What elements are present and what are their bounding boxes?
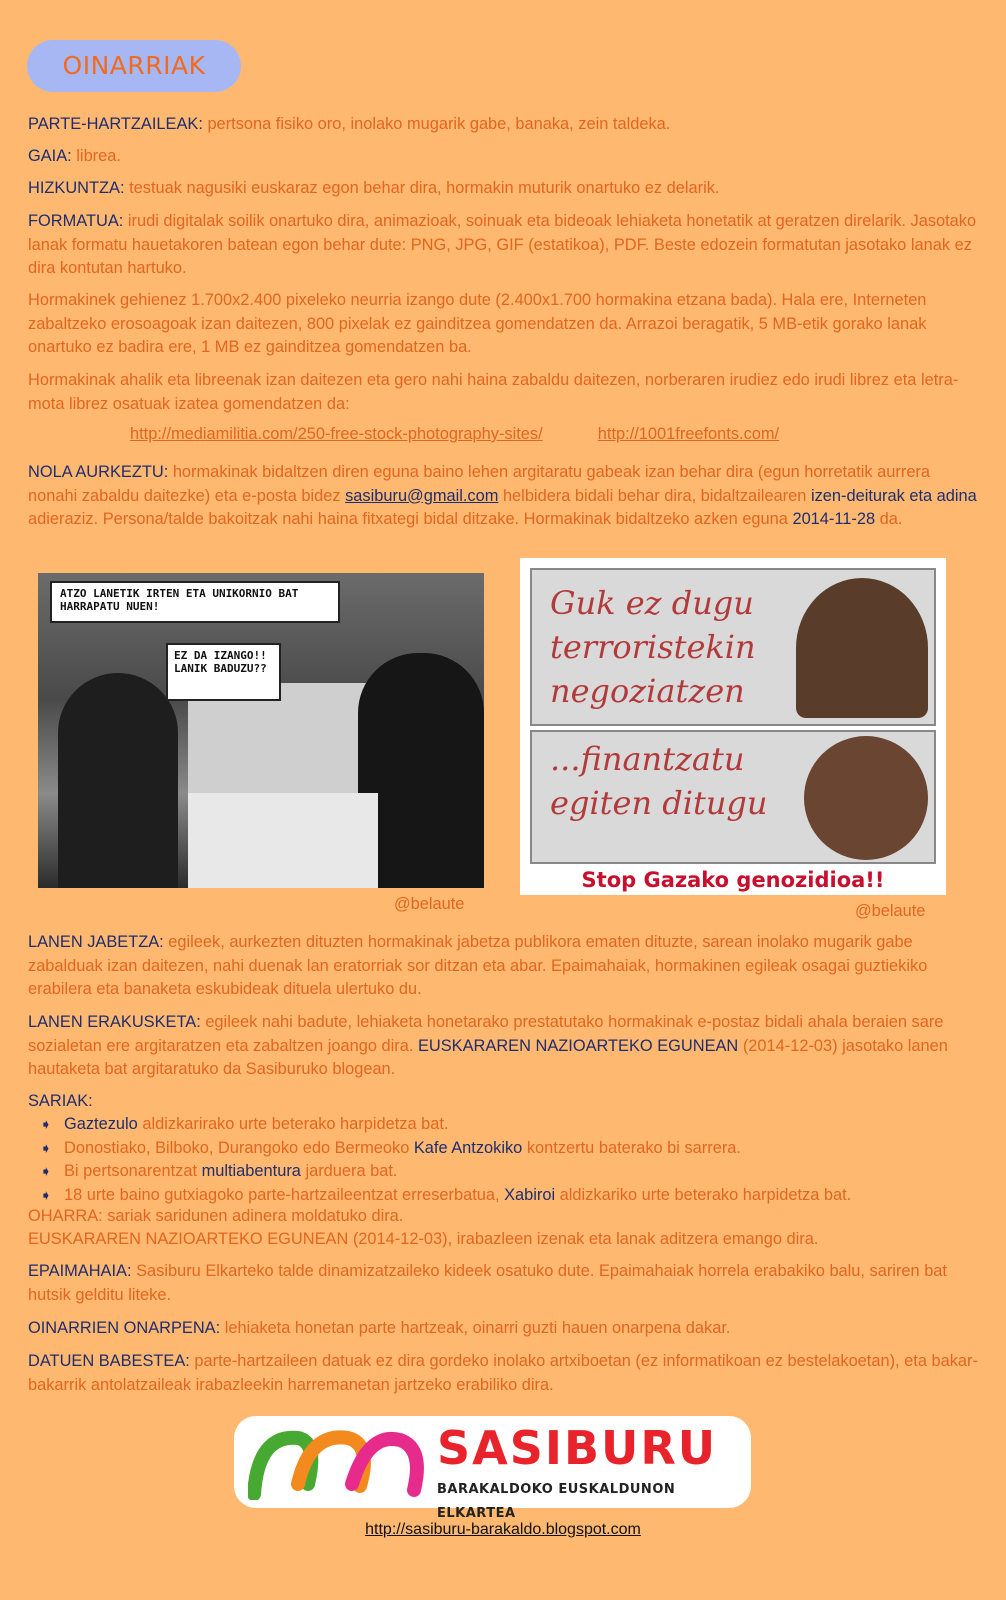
arrow-bullet-icon: ➧ — [40, 1186, 52, 1203]
section-librez: Hormakinak ahalik eta libreenak izan daitezen eta gero nahi haina zabaldu daitezen, norberaren irudiez edo irudi librez eta letra-mota librez osatuak izatea gomendatzen da: — [28, 371, 959, 413]
portrait-shape — [804, 736, 928, 860]
section-text: egileek nahi badute, lehiaketa honetarako prestatutako hormakinak e-postaz bidali ahala beraien sare sozialetan ere argitaratzen eta zabaltzen joango dira. — [28, 1013, 944, 1055]
section-key: SARIAK: — [28, 1092, 93, 1110]
prize-text: aldizkariko urte beterako harpidetza bat. — [555, 1185, 852, 1204]
poster-line-3: negoziatzen — [550, 672, 745, 710]
poster-line-5: egiten ditugu — [550, 784, 768, 822]
speech-bubble-1: ATZO LANETIK IRTEN ETA UNIKORNIO BAT HARRAPATU NUEN! — [50, 581, 340, 623]
section-text: adieraziz. Persona/talde bakoitzak nahi haina fitxategi bidal ditzake. Hormakinak bidaltzeko azken eguna — [28, 510, 793, 528]
list-item — [40, 1113, 851, 1137]
section-text: Sasiburu Elkarteko talde dinamizatzaileko kideek osatuko dute. Epaimahaiak horrela erabakiko balu, sariren bat hutsik gelditu liteke. — [28, 1262, 947, 1304]
footer — [0, 1518, 1006, 1542]
section-erakusketa — [28, 1011, 978, 1082]
prize-highlight: Xabiroi — [504, 1185, 556, 1204]
list-item — [40, 1160, 851, 1184]
prizes-note: OHARRA: sariak saridunen adinera moldatuko dira. — [28, 1207, 404, 1225]
section-sariak-key — [28, 1090, 978, 1114]
logo-name: SASIBURU — [437, 1421, 718, 1475]
section-jabetza — [28, 931, 978, 1002]
section-text: lehiaketa honetan parte hartzeak, oinarri guzti hauen onarpena dakar. — [220, 1319, 731, 1337]
free-fonts-link[interactable]: http://1001freefonts.com/ — [597, 425, 780, 443]
arrow-bullet-icon: ➧ — [40, 1139, 52, 1156]
logo-arcs-icon — [248, 1424, 428, 1500]
prize-highlight: multiabentura — [201, 1162, 301, 1180]
poster-credit: @belaute — [855, 902, 926, 920]
prizes-announcement: EUSKARAREN NAZIOARTEKO EGUNEAN (2014-12-03), irabazleen izenak eta lanak aditzera emango dira. — [28, 1230, 819, 1248]
links-row — [130, 423, 779, 447]
title-pill — [27, 40, 241, 92]
section-highlight: izen-deiturak eta adina — [810, 486, 977, 505]
arrow-bullet-icon: ➧ — [40, 1163, 52, 1179]
section-text: testuak nagusiki euskaraz egon behar dira, hormakin muturik onartuko ez delarik. — [124, 179, 720, 197]
poster-line-2: terroristekin — [550, 628, 756, 666]
section-key: GAIA: — [28, 147, 72, 165]
section-key: PARTE-HARTZAILEAK: — [28, 115, 203, 133]
prize-text: aldizkarirako urte beterako harpidetza bat. — [137, 1115, 449, 1133]
list-item — [40, 1137, 851, 1161]
list-item — [40, 1184, 851, 1208]
poster-line-1: Guk ez dugu — [550, 584, 754, 622]
section-formatua — [28, 210, 978, 281]
blog-link[interactable]: http://sasiburu-barakaldo.blogspot.com — [365, 1521, 641, 1538]
section-key: FORMATUA: — [28, 212, 124, 230]
section-highlight: EUSKARAREN NAZIOARTEKO EGUNEAN — [417, 1036, 739, 1055]
section-key: DATUEN BABESTEA: — [28, 1352, 190, 1370]
section-onarpena — [28, 1317, 978, 1341]
poster-image — [520, 558, 946, 895]
poster-bottom-panel — [530, 730, 936, 864]
section-text: hormakinak bidaltzen diren eguna baino lehen argitaratu gabeak izan behar dira (egun horretatik aurrera nonahi zabaldu daitezke) eta e-posta bidez — [28, 463, 931, 505]
email-link[interactable]: sasiburu@gmail.com — [345, 486, 499, 505]
section-text: parte-hartzaileen datuak ez dira gordeko inolako artxiboetan (ez informatikoan ez bestelakoetan), eta bakar-bakarrik antolatzaileak irabazleekin harremanetan jartzeko erabiliko dira. — [28, 1352, 978, 1394]
section-key: EPAIMAHAIA: — [28, 1262, 132, 1280]
section-text: helbidera bidali behar dira, bidaltzailearen — [498, 486, 811, 505]
prize-text: Donostiako, Bilboko, Durangoko edo Bermeoko — [64, 1138, 414, 1157]
comic-image — [38, 573, 484, 888]
poster-stop-text: Stop Gazako genozidioa!! — [581, 868, 885, 892]
section-key: LANEN ERAKUSKETA: — [28, 1013, 201, 1031]
section-text: (2014-12-03) jasotako lanen hautaketa bat argitaratuko da Sasiburuko blogean. — [28, 1036, 948, 1078]
poster-line-4: ...finantzatu — [550, 740, 745, 778]
poster-top-panel — [530, 568, 936, 726]
section-key: NOLA AURKEZTU: — [28, 463, 169, 481]
section-datuen — [28, 1350, 978, 1397]
prize-highlight: Kafe Antzokiko — [413, 1138, 523, 1157]
stock-photo-link[interactable]: http://mediamilitia.com/250-free-stock-photography-sites/ — [130, 425, 543, 443]
section-text: egileek, aurkezten dituzten hormakinak jabetza publikora ematen dituzte, sarean inolako mugarik gabe zabalduak izan daitezen, nahi duenak lan eratorriak sor ditzan eta abar. Epaimahaiak, hormakinen egileak osagai guztiekiko erabilera eta banaketa eskubideak dituela ulertuko du. — [28, 933, 928, 998]
window-shape — [188, 683, 368, 803]
section-hizkuntza — [28, 177, 978, 201]
section-key: OINARRIEN ONARPENA: — [28, 1319, 221, 1337]
prize-text: 18 urte baino gutxiagoko parte-hartzaileentzat erreserbatua, — [64, 1185, 505, 1204]
table-shape — [188, 793, 378, 888]
logo-subtitle: BARAKALDOKO EUSKALDUNON ELKARTEA — [437, 1482, 676, 1521]
section-text: da. — [875, 510, 903, 528]
prizes-list — [40, 1113, 851, 1207]
arrow-bullet-icon: ➧ — [40, 1116, 52, 1132]
section-epaimahaia — [28, 1260, 978, 1307]
comic-credit: @belaute — [394, 895, 465, 913]
section-parte — [28, 113, 978, 137]
section-text: irudi digitalak soilik onartuko dira, animazioak, soinuak eta bideoak lehiaketa honetatik at geratzen direlarik. Jasotako lanak formatu hauetakoren batean egon behar dute: PNG, JPG, GIF (estatikoa), PDF. Beste edozein formatutan jasotako lanak ez dira kontutan hartuko. — [28, 212, 977, 277]
prize-text: jarduera bat. — [300, 1162, 398, 1180]
section-key: HIZKUNTZA: — [28, 179, 125, 197]
speech-bubble-2: EZ DA IZANGO!! LANIK BADUZU?? — [166, 643, 281, 701]
prize-highlight: Gaztezulo — [64, 1115, 138, 1133]
prize-text: kontzertu baterako bi sarrera. — [522, 1138, 741, 1157]
section-gaia — [28, 145, 978, 169]
section-neurria: Hormakinek gehienez 1.700x2.400 pixeleko neurria izango dute (2.400x1.700 hormakina etzana bada). Hala ere, Interneten zabaltzeko erosoagoak izan daitezen, 800 pixelak ez gainditzea gomendatzen da. Arrazoi beragatik, 5 MB-etik gorako lanak onartuko ez badira ere, 1 MB ez gainditzea gomendatzen ba. — [28, 291, 927, 356]
section-key: LANEN JABETZA: — [28, 933, 164, 951]
section-nola — [28, 461, 978, 532]
sasiburu-logo — [234, 1416, 751, 1521]
deadline-date: 2014-11-28 — [792, 510, 876, 528]
section-text: librea. — [71, 147, 121, 165]
portrait-shape — [796, 578, 928, 718]
man-left-figure — [58, 673, 178, 888]
page-title: OINARRIAK — [62, 51, 206, 81]
prize-text: Bi pertsonarentzat — [64, 1162, 202, 1180]
section-text: pertsona fisiko oro, inolako mugarik gabe, banaka, zein taldeka. — [202, 115, 671, 133]
